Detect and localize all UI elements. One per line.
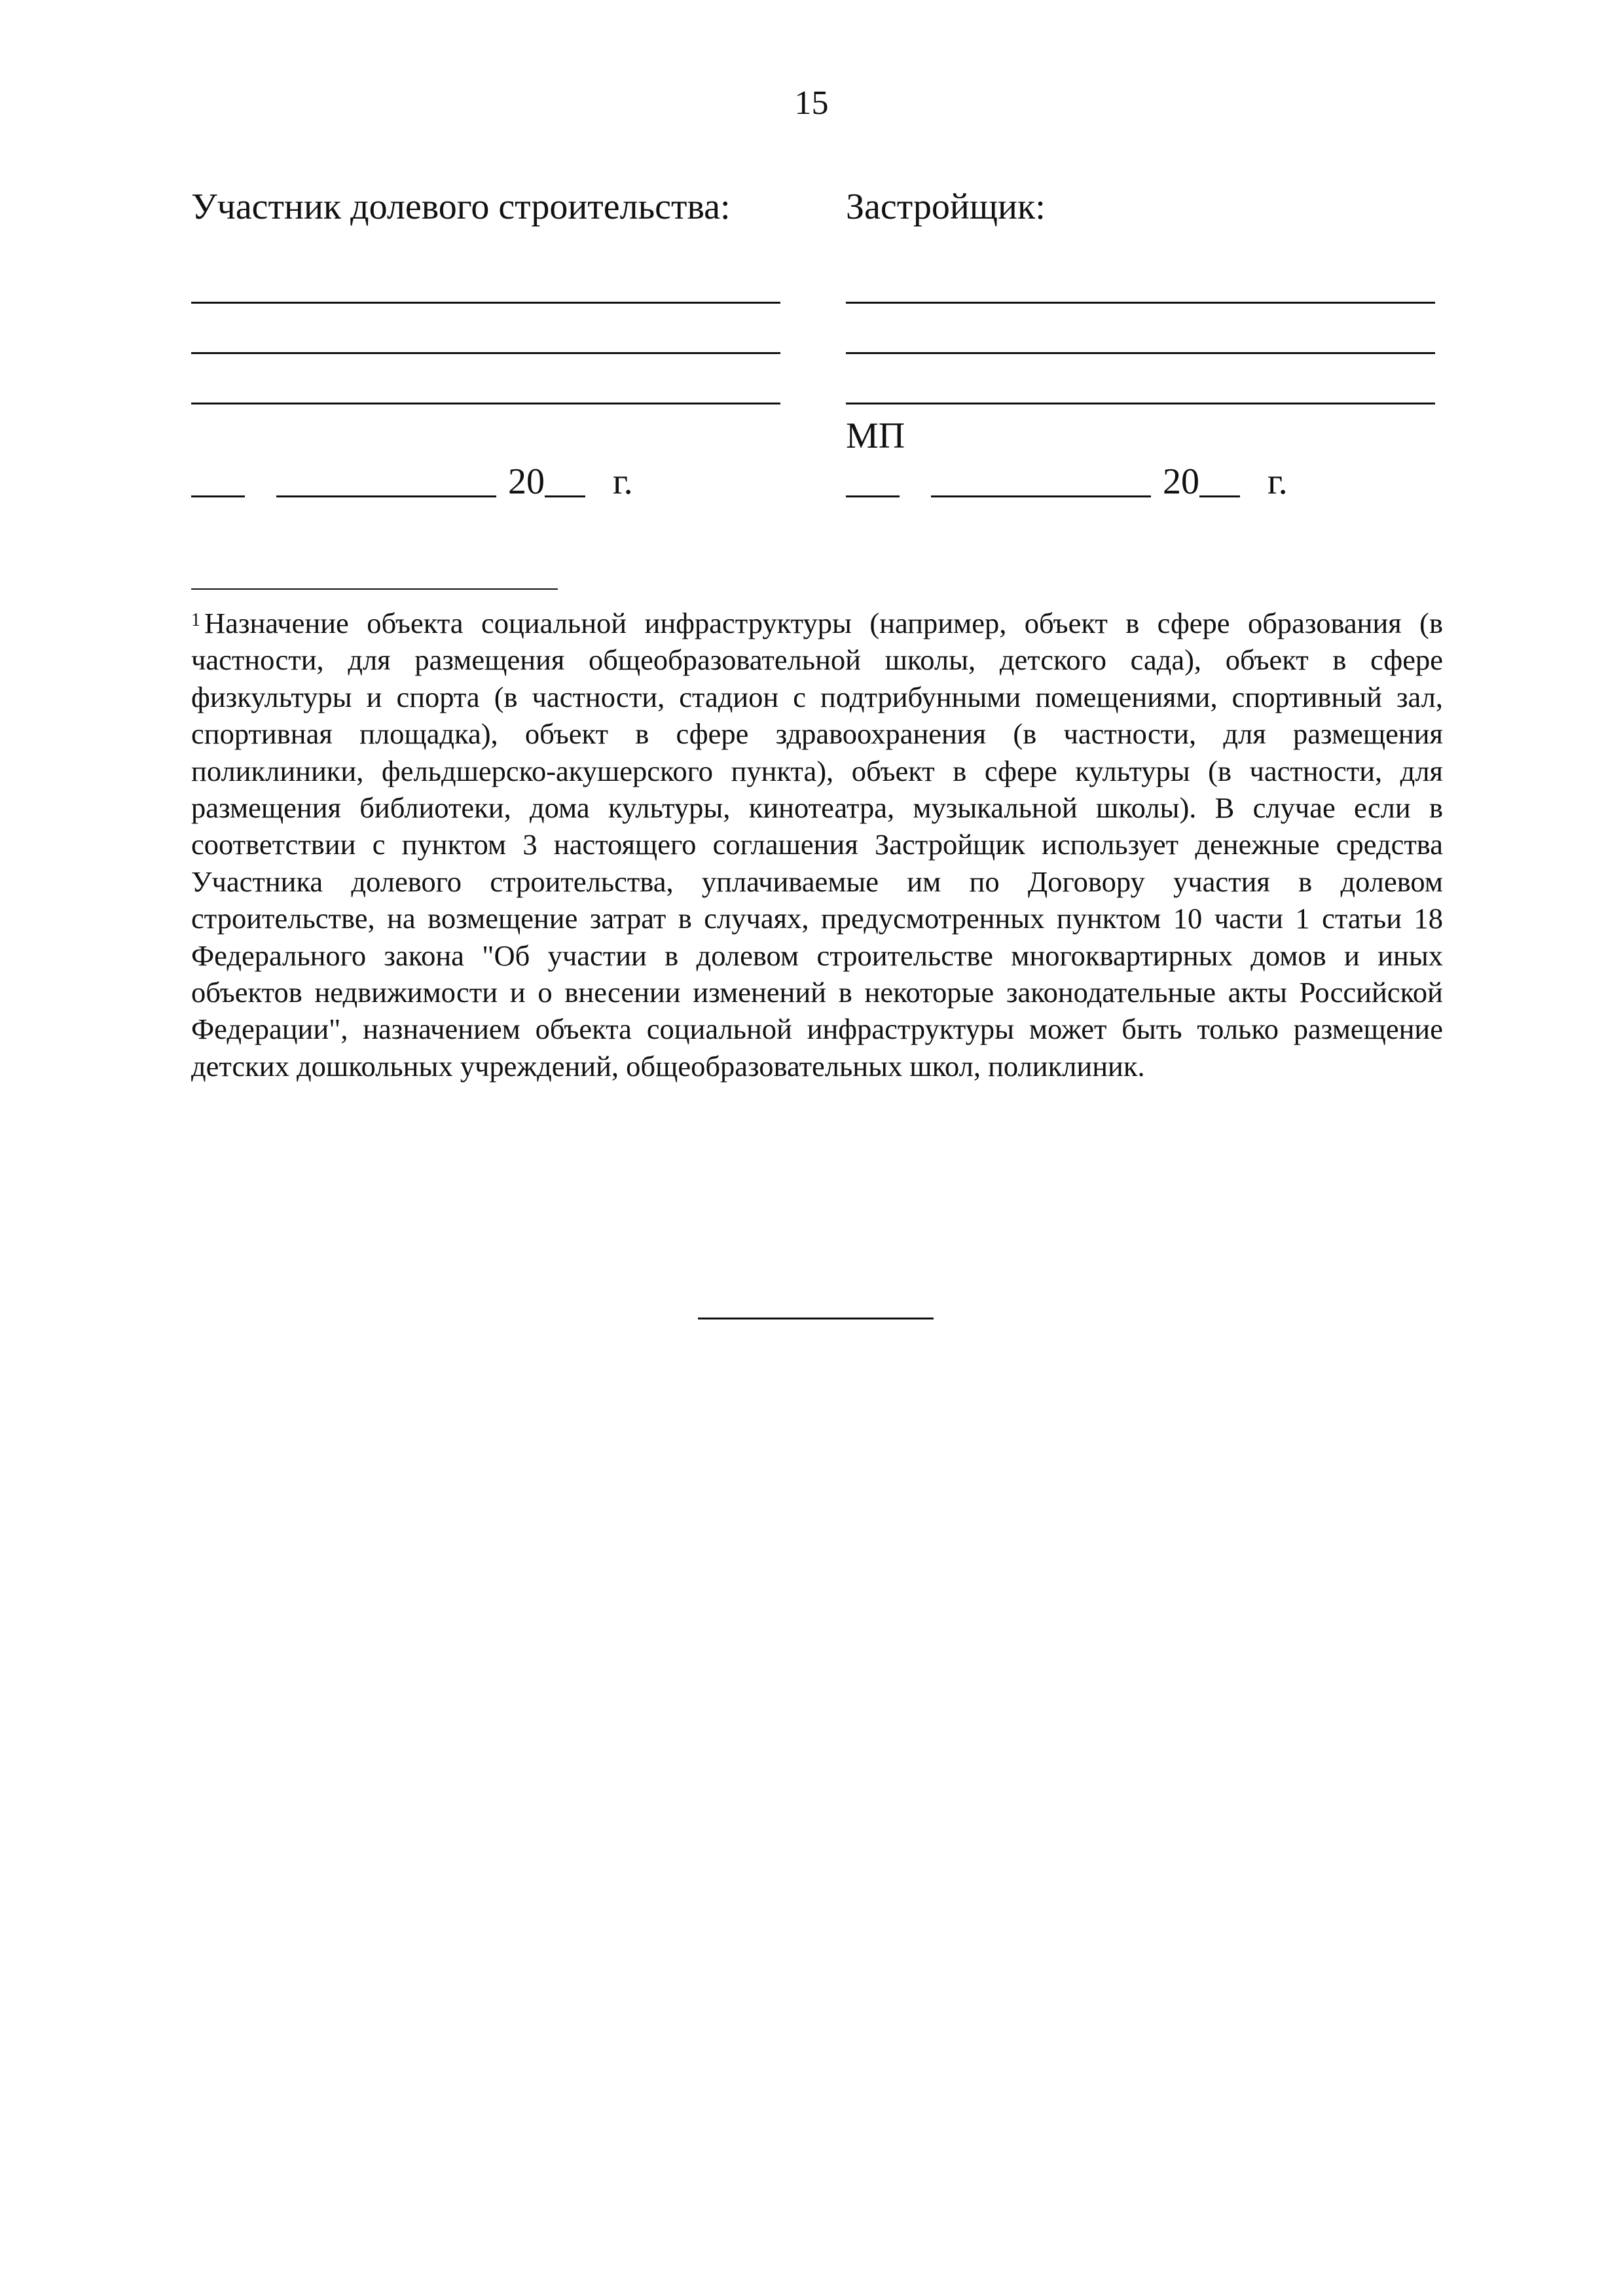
developer-signature-line-2 [846,352,1435,354]
footnote [191,605,1443,1085]
developer-date-row [846,461,1435,503]
developer-date-year-blank [1199,495,1240,497]
participant-date-month-blank [276,495,496,497]
participant-date-year-prefix: 20 [508,461,545,502]
developer-heading: Застройщик: [846,187,1046,227]
participant-date-day-blank [191,495,245,497]
developer-date-day-blank [846,495,900,497]
developer-date-year-prefix: 20 [1163,461,1199,502]
participant-signature-line-3 [191,403,780,404]
participant-date-suffix: г. [613,461,633,502]
participant-signature-line-2 [191,352,780,354]
participant-heading: Участник долевого строительства: [191,187,731,227]
participant-signature-line-1 [191,302,780,304]
footnote-text: Назначение объекта социальной инфраструктуры (например, объект в сфере образования (в частности, для размещения общеобразовательной школы, детского сада), объект в сфере физкультуры и спорта (в частности, стадион с подтрибунными помещениями, спортивный зал, спортивная площадка), объект в сфере здравоохранения (в частности, для размещения поликлиники, фельдшерско-акушерского пункта), объект в сфере культуры (в частности, для размещения библиотеки, дома культуры, кинотеатра, музыкальной школы). В случае если в соответствии с пунктом 3 настоящего соглашения Застройщик использует денежные средства Участника долевого строительства, уплачиваемые им по Договору участия в долевом строительстве, на возмещение затрат в случаях, предусмотренных пунктом 10 части 1 статьи 18 Федерального закона "Об участии в долевом строительстве многоквартирных домов и иных объектов недвижимости и о внесении изменений в некоторые законодательные акты Российской Федерации", назначением объекта социальной инфраструктуры может быть только размещение детских дошкольных учреждений, общеобразовательных школ, поликлиник. [191,607,1443,1083]
participant-date-year-blank [545,495,585,497]
participant-date-row [191,461,780,503]
end-of-document-rule [698,1318,934,1319]
stamp-label: МП [846,416,905,456]
page-number: 15 [794,84,829,122]
developer-date-suffix: г. [1267,461,1288,502]
footnote-marker: 1 [191,610,200,630]
developer-signature-line-1 [846,302,1435,304]
footnote-separator [191,588,558,590]
developer-signature-line-3 [846,403,1435,404]
developer-date-month-blank [931,495,1151,497]
